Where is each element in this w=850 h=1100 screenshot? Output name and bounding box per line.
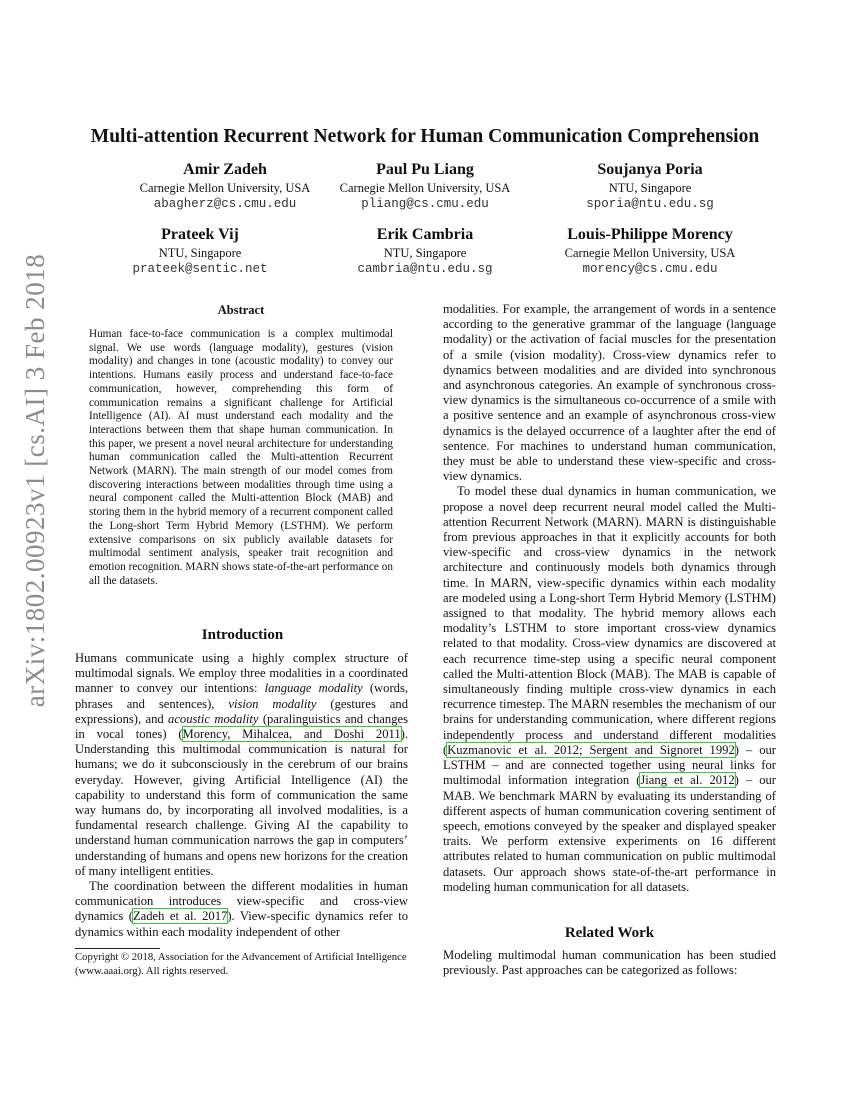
author-affiliation: Carnegie Mellon University, USA <box>564 246 736 260</box>
text-run: Humans communicate using a highly complex structure of multimodal signals. We employ three modalities in a coordinated manner to convey our intentions: <box>75 651 408 696</box>
intro-paragraph <box>75 651 408 879</box>
author-name: Erik Cambria <box>376 226 474 243</box>
author-email: pliang@cs.cmu.edu <box>361 197 489 211</box>
intro-paragraph <box>443 484 776 894</box>
intro-paragraph <box>75 879 408 940</box>
paper-title: Multi-attention Recurrent Network for Human Communication Comprehension <box>90 126 760 147</box>
emphasis: vision modality <box>228 696 317 711</box>
left-column-body <box>75 651 408 940</box>
author-email: cambria@ntu.edu.sg <box>357 262 493 276</box>
text-run: (paralinguistics and changes in vocal tones) ( <box>75 711 408 742</box>
author-name: Paul Pu Liang <box>376 161 474 178</box>
intro-paragraph: modalities. For example, the arrangement of words in a sentence according to the generative grammar of the language (language modality) or the activation of facial muscles for the presentation of a smile (vision modality). Cross-view dynamics refer to dynamics between modalities and are divided into synchronous and asynchronous categories. An example of synchronous cross-view dynamics is the simultaneous co-occurrence of a smile with a positive sentence and an example of asynchronous cross-view dynamics is the delayed occurrence of a laughter after the end of sentence. For machines to understand human communication, they must be able to understand these view-specific and cross-view dynamics. <box>443 302 776 484</box>
right-column-body <box>443 302 776 895</box>
arxiv-sidebar-stamp <box>6 253 66 707</box>
text-run: (words, phrases and sentences), <box>75 681 408 711</box>
copyright-footnote: Copyright © 2018, Association for the Advancement of Artificial Intelligence (www.aaai.org). All rights reserved. <box>75 951 407 977</box>
abstract-heading: Abstract <box>217 303 265 317</box>
emphasis: language modality <box>264 681 363 696</box>
author-name: Louis-Philippe Morency <box>567 226 733 243</box>
author-block <box>80 225 320 278</box>
citation-link[interactable]: Morency, Mihalcea, and Doshi 2011 <box>182 727 401 742</box>
footnote-divider <box>75 948 160 949</box>
author-affiliation: Carnegie Mellon University, USA <box>139 181 311 195</box>
author-email: sporia@ntu.edu.sg <box>586 197 714 211</box>
related-work-heading: Related Work <box>564 925 655 941</box>
text-run: The coordination between the different modalities in human communication introduces view-specific and cross-view dynamics ( <box>75 879 408 924</box>
author-name: Soujanya Poria <box>597 161 703 178</box>
citation-link[interactable]: Kuzmanovic et al. 2012; Sergent and Signoret 1992 <box>447 742 735 757</box>
text-run: (gestures and expressions), and <box>75 696 408 726</box>
author-block <box>305 160 545 213</box>
text-run: To model these dual dynamics in human communication, we propose a novel deep recurrent neural model called the Multi-attention Recurrent Network (MARN). MARN is distinguishable from previous approaches in that it explicitly accounts for both view-specific and cross-view dynamics in the network architecture and continuously models both dynamics through time. In MARN, view-specific dynamics within each modality are modeled using a Long-short Term Hybrid Memory (LSTHM) assigned to that modality. The hybrid memory allows each modality’s LSTHM to store important cross-view dynamics related to that modality. Cross-view dynamics are discovered at each recurrence time-step using a specific neural component called the Multi-attention Block (MAB). The MAB is capable of simultaneously finding multiple cross-view dynamics in each recurrence timestep. The MARN resembles the mechanism of our brains for understanding communication, where different regions independently process and understand different modalities ( <box>443 484 776 757</box>
introduction-heading: Introduction <box>201 627 284 643</box>
abstract-section <box>89 303 393 588</box>
related-work-paragraph: Modeling multimodal human communication has been studied previously. Past approaches can be categorized as follows: <box>443 948 776 978</box>
author-affiliation: NTU, Singapore <box>608 181 692 195</box>
author-block <box>305 225 545 278</box>
author-name: Amir Zadeh <box>183 161 267 178</box>
citation-link[interactable]: Zadeh et al. 2017 <box>132 909 228 924</box>
author-block <box>530 160 770 213</box>
citation-link[interactable]: Jiang et al. 2012 <box>640 773 735 788</box>
author-affiliation: Carnegie Mellon University, USA <box>339 181 511 195</box>
author-affiliation: NTU, Singapore <box>383 246 467 260</box>
author-name: Prateek Vij <box>161 226 239 243</box>
author-email: prateek@sentic.net <box>132 262 268 276</box>
text-run: ) – our LSTHM – and are connected together using neural links for multimodal information integration ( <box>443 742 776 788</box>
author-email: morency@cs.cmu.edu <box>582 262 718 276</box>
author-affiliation: NTU, Singapore <box>158 246 242 260</box>
abstract-text: Human face-to-face communication is a complex multimodal signal. We use words (language modality), gestures (vision modality) and changes in tone (acoustic modality) to convey our intentions. Humans easily process and understand face-to-face communication, however, comprehending this form of communication remains a significant challenge for Artificial Intelligence (AI). AI must understand each modality and the interactions between them that shape human communication. In this paper, we present a novel neural architecture for understanding human communication called the Multi-attention Recurrent Network (MARN). The main strength of our model comes from discovering interactions between modalities through time using a neural component called the Multi-attention Block (MAB) and storing them in the hybrid memory of a recurrent component called the Long-short Term Hybrid Memory (LSTHM). We perform extensive comparisons on six publicly available datasets for multimodal sentiment analysis, speaker trait recognition and emotion recognition. MARN shows state-of-the-art performance on all the datasets. <box>89 328 393 587</box>
text-run: ). Understanding this multimodal communication is natural for humans; we do it subconsciously in the cerebrum of our brains everyday. However, giving Artificial Intelligence (AI) the capability to understand this form of communication the same way humans do, by incorporating all involved modalities, is a fundamental research challenge. Giving AI the capability to understand human communication narrows the gap in computers’ understanding of humans and opens new horizons for the creation of many intelligent entities. <box>75 727 409 878</box>
author-block <box>530 225 770 278</box>
author-email: abagherz@cs.cmu.edu <box>153 197 297 211</box>
text-run: ) – our MAB. We benchmark MARN by evaluating its understanding of different aspects of human communication covering sentiment of speech, emotions conveyed by the speaker and displayed speaker traits. We perform extensive experiments on 16 different attributes related to human communication on public multimodal datasets. Our approach shows state-of-the-art performance in modeling human communication for all datasets. <box>443 773 777 894</box>
related-work-body <box>443 948 776 978</box>
text-run: ). View-specific dynamics refer to dynamics within each modality independent of other <box>75 909 409 939</box>
arxiv-identifier: arXiv:1802.00923v1 [cs.AI] 3 Feb 2018 <box>20 253 51 707</box>
emphasis: acoustic modality <box>168 711 259 726</box>
